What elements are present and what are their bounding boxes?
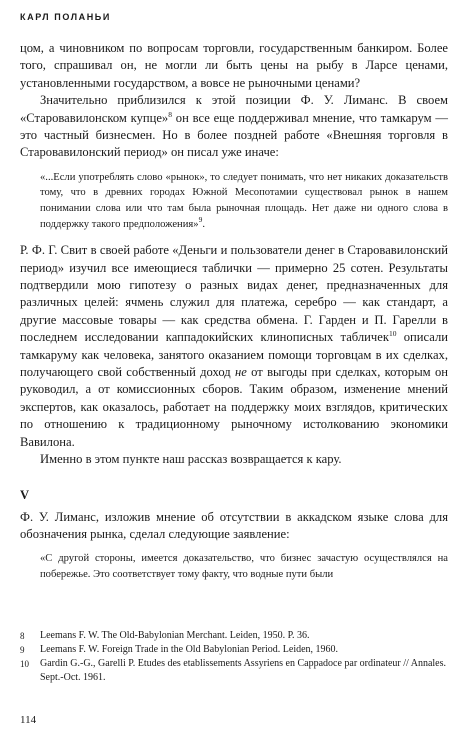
paragraph-3: Р. Ф. Г. Свит в своей работе «Деньги и пользователи денег в Старовавилонский период» изучил все имеющиеся таблички — примерно 25 сотен. Результаты подтвердили мою гипотезу о разных видах денег, предназначенных для различных целей: ячмень служил для платежа, серебро — как стандарт, а другие массовые товары — как средства обмена. Г. Гарден и П. Гарелли в последнем исследовании каппадокийских клинописных табличек$^{10}$ описали тамкаруму как человека, занятого оказанием помощи торговцам в их сделках, получающего свой собственный доход не от выгоды при сделках, которым он руководил, а от комиссионных сборов. Таким образом, изменение мнений экспертов, как оказалось, работает на поддержку моих взглядов, критических по отношению к традиционному рыночному истолкованию экономики Вавилона. bbox=[20, 243, 448, 449]
footnote-ref-10: 10 bbox=[388, 329, 397, 339]
emphasis-ne: не bbox=[235, 365, 247, 380]
block-quote-2: «С другой стороны, имеется доказательство, что бизнес зачастую осуществлялся на побережье. Это соответствует тому факту, что водные пути были bbox=[40, 553, 448, 580]
footnote-text: Gardin G.-G., Garelli P. Etudes des etablissements Assyriens en Cappadoce par ordinateur // Annales. Sept.-Oct. 1961. bbox=[40, 658, 447, 683]
block-quote-1: «...Если употреблять слово «рынок», то следует понимать, что нет никаких доказательств тому, что в древних городах Южной Месопотамии существовал рынок в нашем понимании слова или что там была рыночная площадь. Нет даже ни одного слова в поддержку такого предположения»$^9$. bbox=[40, 171, 448, 230]
footnote-number: 9 bbox=[20, 645, 25, 655]
footnote-ref-8: 8 bbox=[168, 109, 172, 119]
paragraph-1: цом, а чиновником по вопросам торговли, государственным банкиром. Более того, спрашивал он, не могли ли быть цены на рыбу в Ларсе ценами, установленными государством, а вовсе не рыночными ценами? bbox=[20, 41, 448, 90]
footnote-number: 8 bbox=[20, 631, 25, 641]
paragraph-2: Значительно приблизился к этой позиции Ф. У. Лиманс. В своем «Старовавилонском купце»$^8$ он все еще поддерживал мнение, что тамкарум — это частный бизнесмен. Но в более поздней работе «Внешняя торговля в Старовавилонский период» он писал уже иначе: bbox=[20, 93, 448, 160]
section-heading-v: V bbox=[20, 487, 30, 502]
footnote-10 bbox=[20, 657, 448, 685]
footnote-text: Leemans F. W. Foreign Trade in the Old Babylonian Period. Leiden, 1960. bbox=[40, 644, 339, 655]
paragraph-5: Ф. У. Лиманс, изложив мнение об отсутствии в аккадском языке слова для обозначения рынка, сделал следующие заявление: bbox=[20, 509, 448, 541]
main-text bbox=[20, 40, 448, 593]
page-number: 114 bbox=[20, 714, 37, 726]
footnotes bbox=[20, 629, 448, 685]
footnote-9 bbox=[20, 643, 448, 657]
running-head: КАРЛ ПОЛАНЬИ bbox=[20, 12, 111, 22]
paragraph-4: Именно в этом пункте наш рассказ возвращается к кару. bbox=[40, 452, 342, 467]
footnote-8 bbox=[20, 629, 448, 643]
footnote-text: Leemans F. W. The Old-Babylonian Merchant. Leiden, 1950. P. 36. bbox=[40, 630, 310, 641]
footnote-ref-9: 9 bbox=[198, 214, 203, 224]
footnote-number: 10 bbox=[20, 659, 29, 669]
